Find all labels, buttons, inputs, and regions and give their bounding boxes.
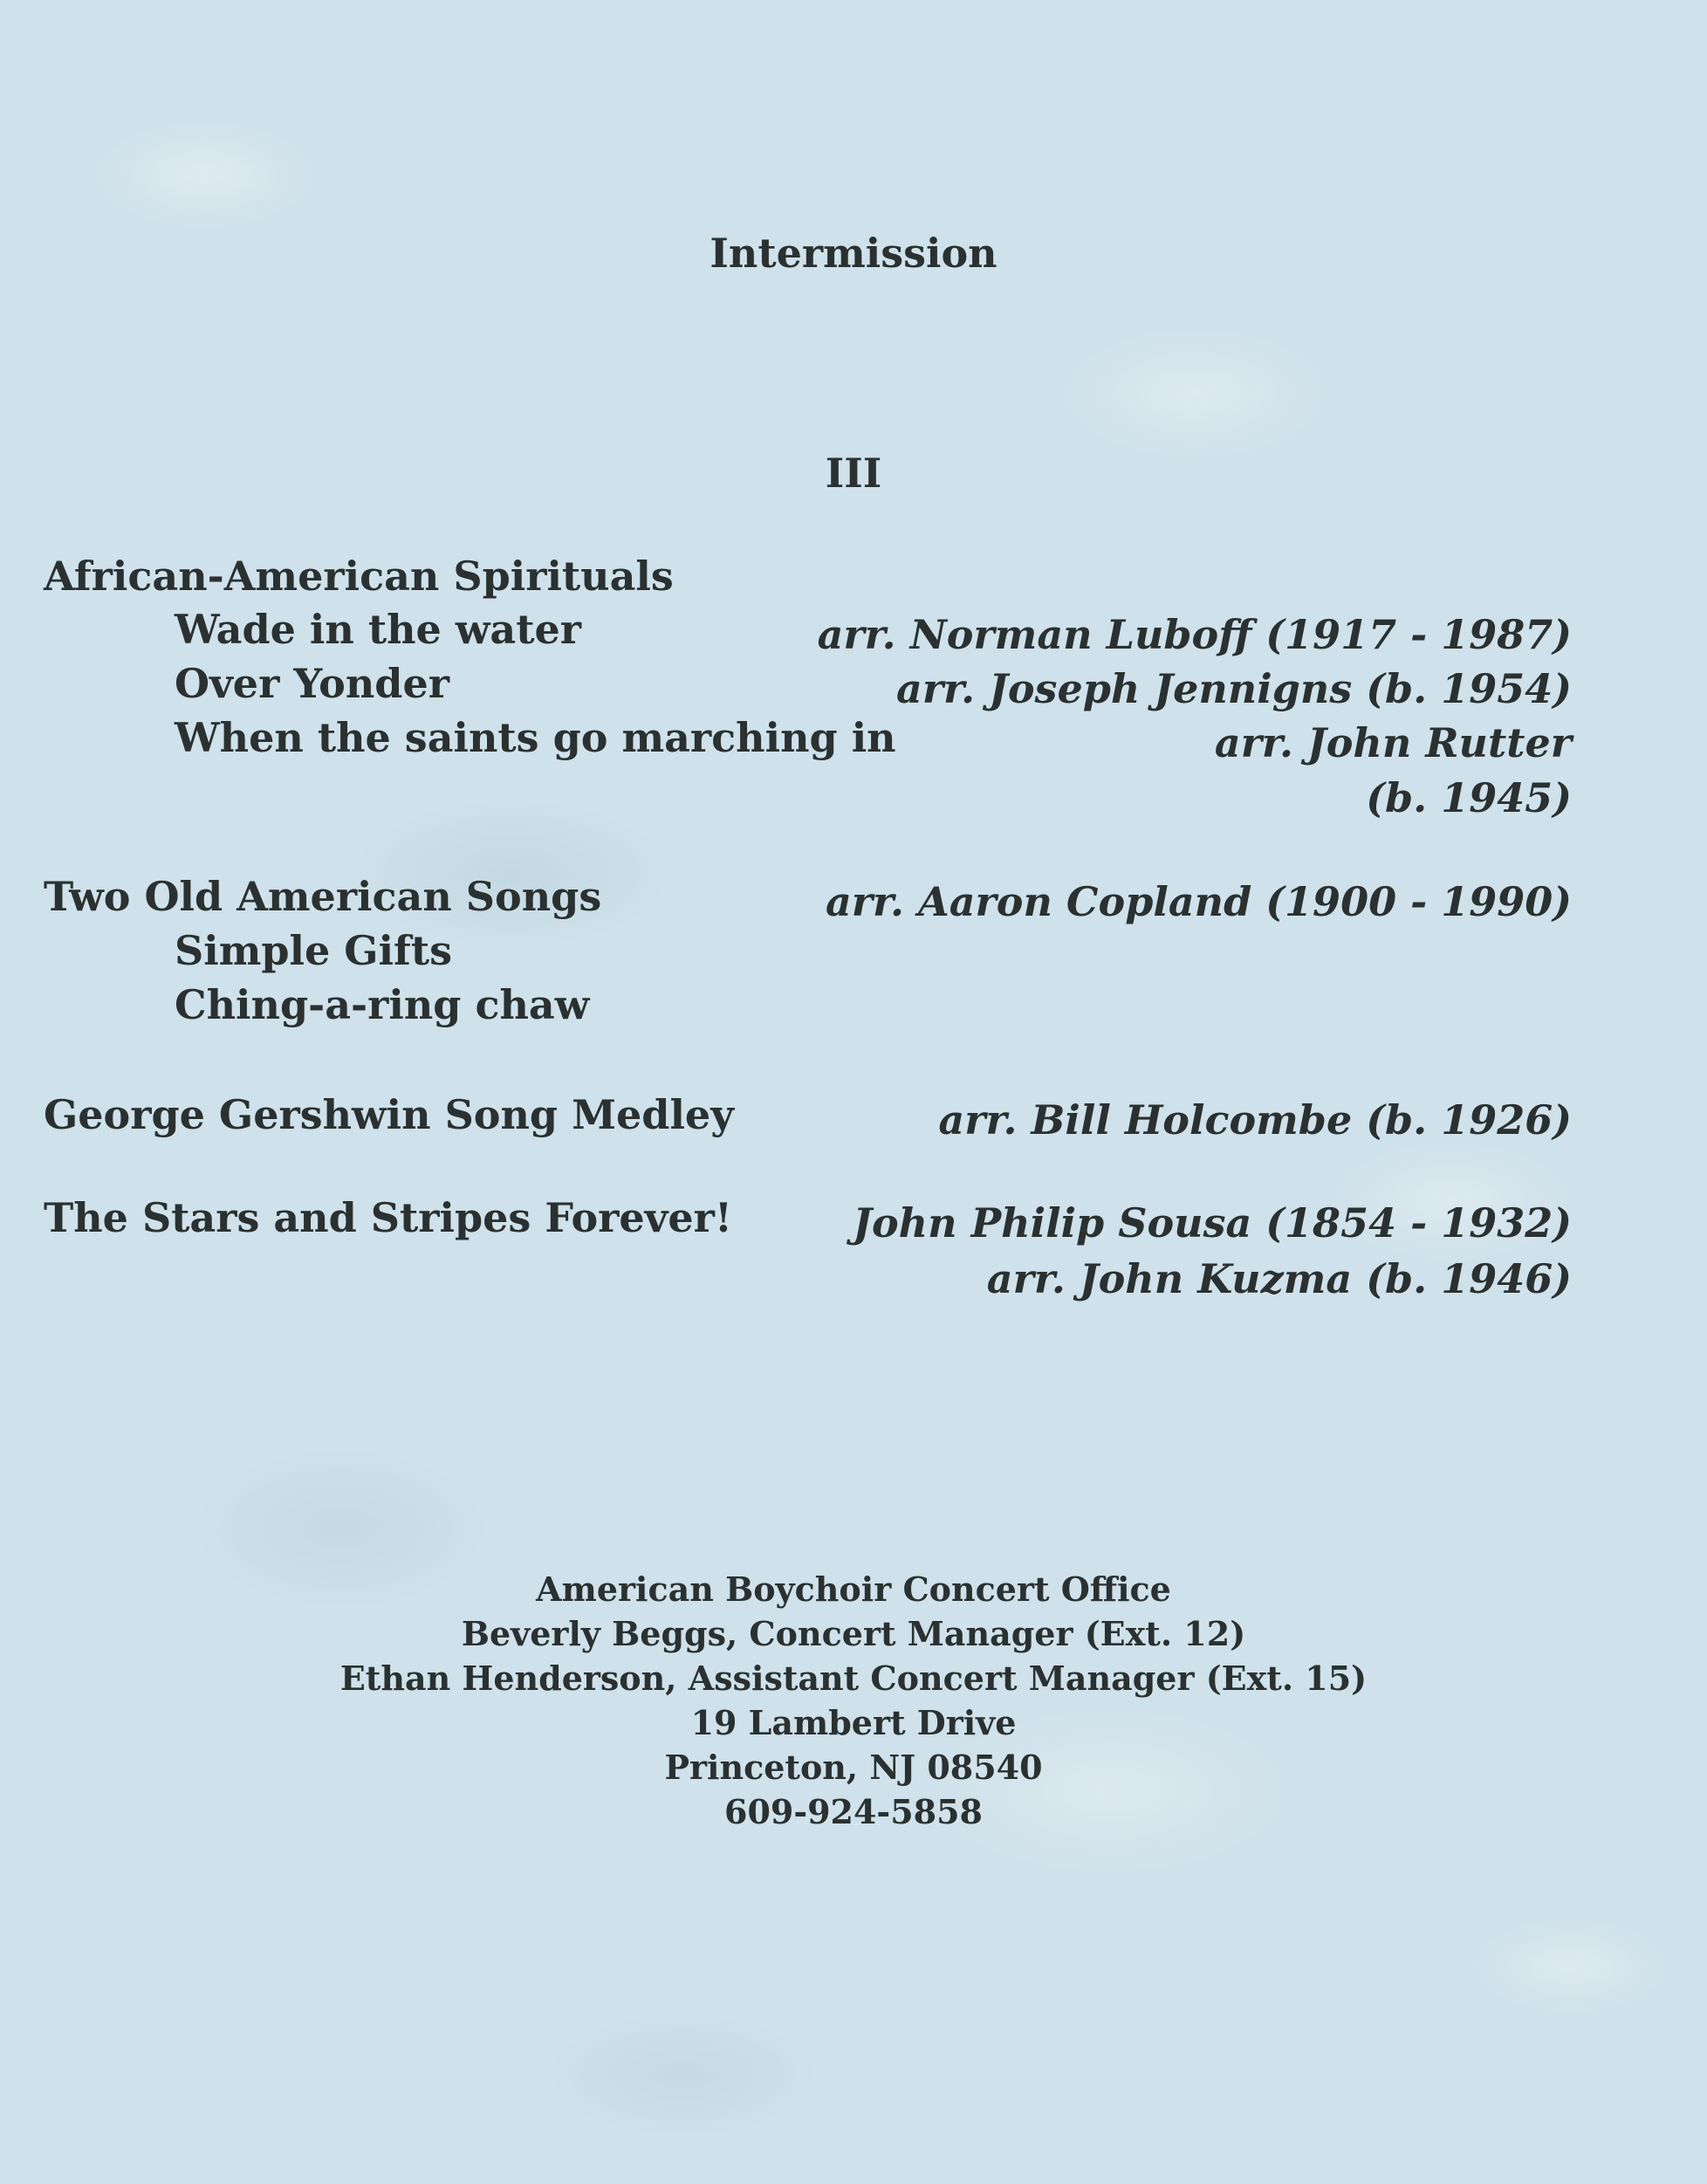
piece-title: George Gershwin Song Medley	[44, 1091, 734, 1138]
arranger-credit: arr. John Rutter	[1214, 719, 1572, 766]
phone-number: 609-924-5858	[724, 1792, 983, 1831]
song-title: Simple Gifts	[175, 927, 452, 974]
city-state-zip: Princeton, NJ 08540	[664, 1748, 1043, 1787]
piece-title: The Stars and Stripes Forever!	[44, 1194, 733, 1241]
office-name: American Boychoir Concert Office	[536, 1569, 1171, 1609]
contact-block	[0, 1567, 1707, 1834]
song-title: Ching-a-ring chaw	[175, 981, 590, 1028]
song-title: Over Yonder	[175, 660, 449, 707]
assistant-manager-line: Ethan Henderson, Assistant Concert Manager (Ext. 15)	[339, 1659, 1368, 1698]
arranger-credit: arr. John Kuzma (b. 1946)	[986, 1255, 1572, 1302]
arranger-credit: arr. Joseph Jennigns (b. 1954)	[896, 665, 1572, 712]
composer-credit: John Philip Sousa (1854 - 1932)	[853, 1199, 1572, 1247]
piece-title: African-American Spirituals	[44, 553, 674, 600]
song-title: Wade in the water	[175, 606, 581, 653]
part-heading: III	[825, 450, 882, 497]
arranger-dates: (b. 1945)	[1366, 774, 1572, 821]
arranger-credit: arr. Bill Holcombe (b. 1926)	[938, 1096, 1572, 1144]
manager-line: Beverly Beggs, Concert Manager (Ext. 12)	[461, 1614, 1246, 1653]
piece-title: Two Old American Songs	[44, 873, 602, 920]
intermission-heading: Intermission	[710, 230, 997, 277]
street-address: 19 Lambert Drive	[690, 1703, 1017, 1742]
arranger-credit: arr. Norman Luboff (1917 - 1987)	[817, 611, 1572, 658]
song-title: When the saints go marching in	[175, 714, 896, 761]
arranger-credit: arr. Aaron Copland (1900 - 1990)	[825, 878, 1572, 925]
